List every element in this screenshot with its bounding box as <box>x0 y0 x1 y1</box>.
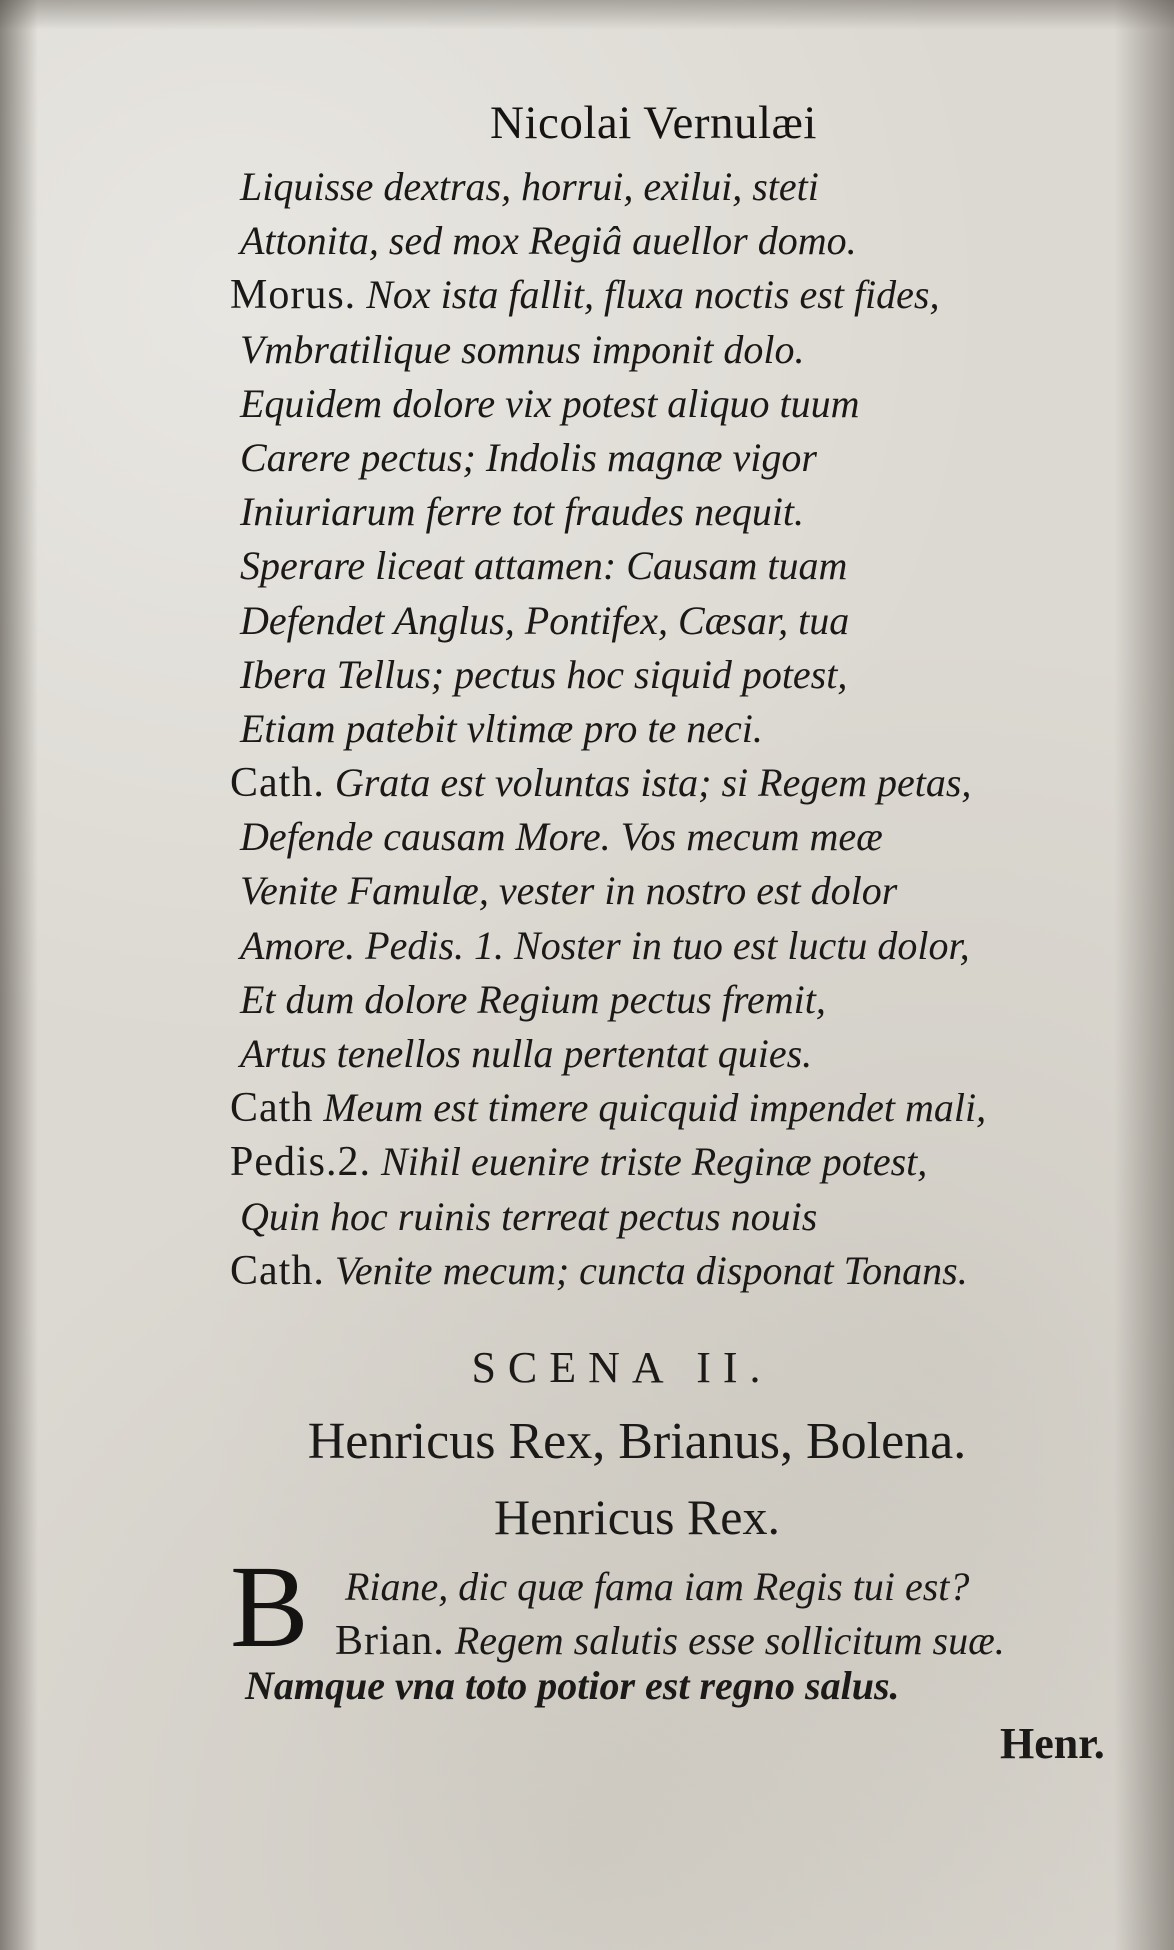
verse-line <box>230 431 1090 485</box>
speaker-heading: Henricus Rex. <box>493 1489 781 1545</box>
verse-text: Attonita, sed mox Regiâ auellor domo. <box>240 218 857 264</box>
speaker-label: Cath. <box>230 1247 325 1294</box>
verse-text: Defendet Anglus, Pontifex, Cæsar, tua <box>240 597 850 643</box>
verse-line <box>230 810 1090 864</box>
cast-list: Henricus Rex, Brianus, Bolena. <box>307 1413 967 1470</box>
verse-line <box>230 1190 1090 1244</box>
verse-text: Regem salutis esse sollicitum suæ. <box>454 1618 1005 1663</box>
verse-text: Vmbratilique somnus imponit dolo. <box>240 326 805 372</box>
verse-line <box>230 594 1090 648</box>
verse-line <box>230 648 1090 702</box>
verse-text: Liquisse dextras, horrui, exilui, steti <box>240 164 819 209</box>
verse-line <box>230 1244 1090 1298</box>
verse-text: Riane, dic quæ fama iam Regis tui est? <box>345 1564 970 1609</box>
verse-text: Sperare liceat attamen: Causam tuam <box>240 543 848 589</box>
verse-text: Equidem dolore vix potest aliquo tuum <box>240 380 860 426</box>
drop-cap: B <box>230 1541 309 1672</box>
speaker-label: Cath <box>230 1085 314 1132</box>
speaker-label: Cath. <box>230 760 325 807</box>
verse-text: Quin hoc ruinis terreat pectus nouis <box>240 1193 818 1239</box>
verse-text: Nihil euenire triste Reginæ potest, <box>381 1139 928 1185</box>
speaker-label: Brian. <box>335 1618 445 1664</box>
verse-text: Carere pectus; Indolis magnæ vigor <box>240 434 817 480</box>
verse-line <box>335 1614 1095 1668</box>
verse-block <box>230 160 1090 1298</box>
verse-line <box>230 756 1090 810</box>
page-shadow-left <box>0 0 38 1950</box>
verse-line <box>230 1027 1090 1081</box>
verse-text: Nox ista fallit, fluxa noctis est fides, <box>366 272 940 318</box>
verse-text: Venite Famulæ, vester in nostro est dolor <box>240 868 898 914</box>
verse-text: Et dum dolore Regium pectus fremit, <box>240 976 826 1022</box>
verse-line <box>230 1135 1090 1189</box>
verse-text: Meum est timere quicquid impendet mali, <box>323 1085 987 1131</box>
verse-line <box>230 214 1090 268</box>
speaker-label: Pedis.2. <box>230 1139 372 1186</box>
speaker-label: Morus. <box>230 272 357 319</box>
verse-line <box>230 919 1090 973</box>
verse-line-final: Namque vna toto potior est regno salus. <box>245 1663 900 1708</box>
verse-text: Iniuriarum ferre tot fraudes nequit. <box>240 489 805 535</box>
verse-line <box>230 268 1090 322</box>
verse-line <box>230 539 1090 593</box>
verse-line <box>230 160 1090 214</box>
scene-title: SCENA II. <box>471 1343 773 1392</box>
verse-line <box>230 702 1090 756</box>
page-shadow-right <box>1114 0 1174 1950</box>
verse-line <box>230 377 1090 431</box>
verse-line <box>230 1081 1090 1135</box>
verse-text: Ibera Tellus; pectus hoc siquid potest, <box>240 651 848 697</box>
verse-text: Etiam patebit vltimæ pro te neci. <box>240 705 763 751</box>
scene-opening <box>335 1560 1095 1668</box>
verse-text: Venite mecum; cuncta disponat Tonans. <box>334 1247 968 1293</box>
verse-text: Grata est voluntas ista; si Regem petas, <box>334 760 972 806</box>
running-header: Nicolai Vernulæi <box>490 97 817 149</box>
verse-line <box>230 323 1090 377</box>
page-shadow-top <box>0 0 1174 30</box>
verse-line <box>230 864 1090 918</box>
verse-text: Amore. Pedis. 1. Noster in tuo est luctu dolor, <box>240 922 970 968</box>
catchword: Henr. <box>1000 1719 1105 1768</box>
verse-text: Defende causam More. Vos mecum meæ <box>240 814 883 860</box>
verse-line <box>335 1560 1095 1614</box>
verse-text: Artus tenellos nulla pertentat quies. <box>240 1031 813 1076</box>
verse-line <box>230 973 1090 1027</box>
verse-line <box>230 485 1090 539</box>
